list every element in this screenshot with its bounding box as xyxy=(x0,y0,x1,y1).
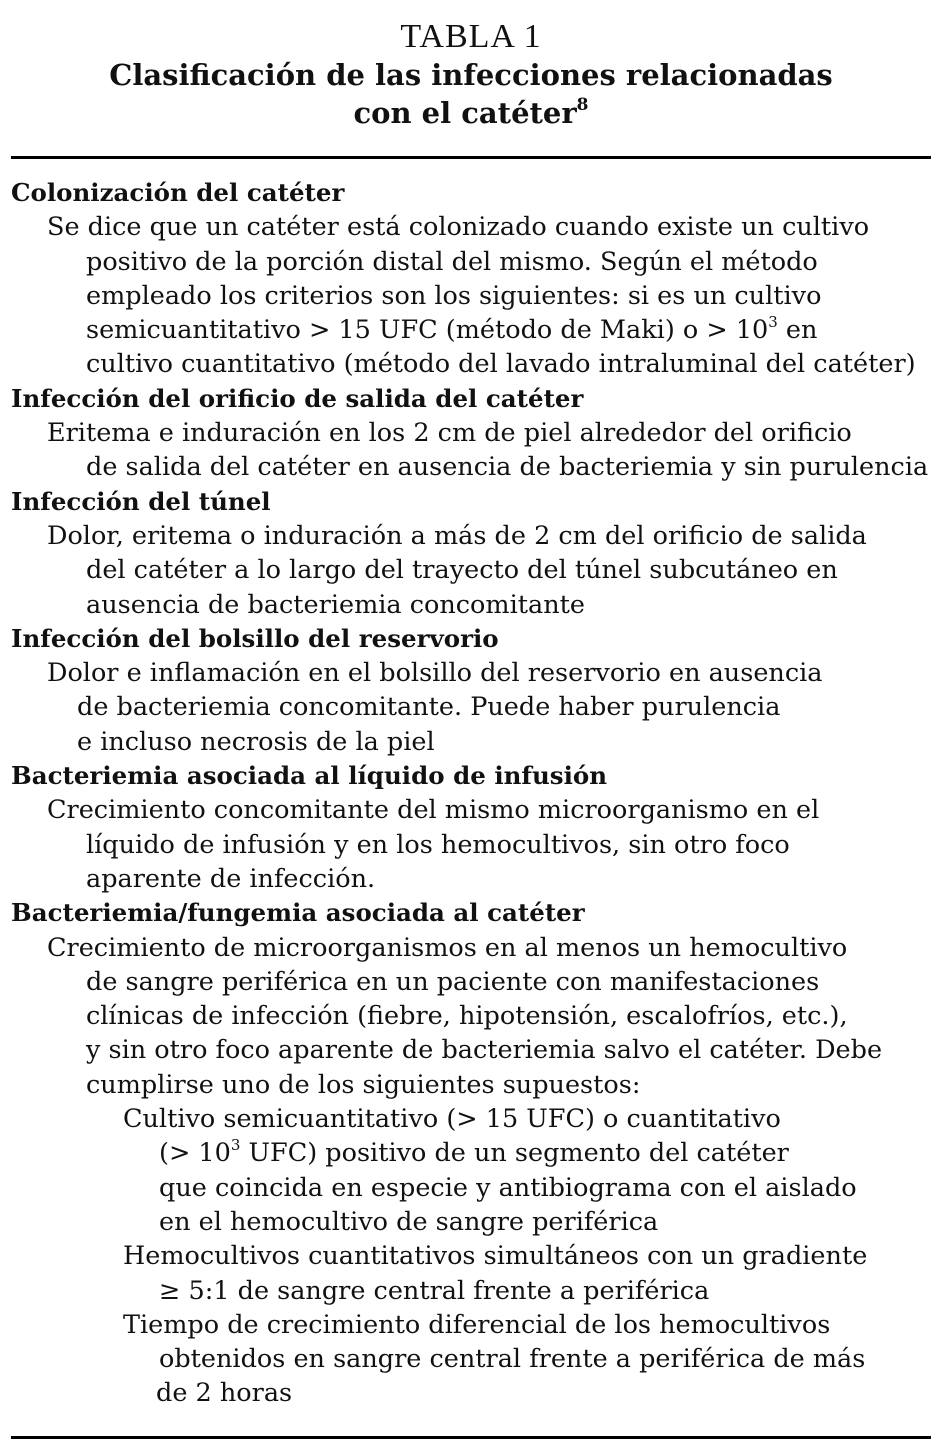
criterion-line: Hemocultivos cuantitativos simultáneos con un gradiente xyxy=(123,1241,868,1272)
text-line: aparente de infección. xyxy=(86,863,376,894)
text-line: de bacteriemia concomitante. Puede haber purulencia xyxy=(77,692,781,723)
section-heading-tunel: Infección del túnel xyxy=(11,486,271,516)
text-line: de salida del catéter en ausencia de bacteriemia y sin purulencia xyxy=(86,452,929,483)
section-heading-bolsillo: Infección del bolsillo del reservorio xyxy=(11,623,499,653)
text-line: empleado los criterios son los siguientes: si es un cultivo xyxy=(86,280,822,311)
criterion-line: (> $10^3$ UFC) positivo de un segmento del catéter xyxy=(159,1136,789,1169)
text-line: y sin otro foco aparente de bacteriemia salvo el catéter. Debe xyxy=(86,1035,883,1066)
text-line: de sangre periférica en un paciente con manifestaciones xyxy=(86,966,820,997)
text-line: Dolor e inflamación en el bolsillo del reservorio en ausencia xyxy=(47,658,823,689)
criterion-line: Tiempo de crecimiento diferencial de los hemocultivos xyxy=(123,1309,831,1340)
section-heading-colonizacion: Colonización del catéter xyxy=(11,178,345,207)
text-line: Dolor, eritema o induración a más de 2 cm del orificio de salida xyxy=(47,520,867,551)
criterion-line: en el hemocultivo de sangre periférica xyxy=(159,1206,659,1237)
text-line: líquido de infusión y en los hemocultivos, sin otro foco xyxy=(86,829,790,860)
table-body xyxy=(11,176,931,1411)
text-line: ausencia de bacteriemia concomitante xyxy=(86,589,585,620)
reference-superscript: 8 xyxy=(576,95,589,115)
text-line: Eritema e induración en los 2 cm de piel alrededor del orificio xyxy=(47,418,852,449)
table-title xyxy=(0,18,942,132)
text-line: semicuantitativo > 15 UFC (método de Maki) $o > 10^3$ en xyxy=(86,313,818,346)
text-line: positivo de la porción distal del mismo. Según el método xyxy=(86,246,818,277)
bottom-rule xyxy=(11,1436,931,1439)
criterion-line: que coincida en especie y antibiograma con el aislado xyxy=(159,1172,857,1203)
top-rule xyxy=(11,156,931,159)
text-line: Se dice que un catéter está colonizado cuando existe un cultivo xyxy=(47,212,870,243)
exponent: 3 xyxy=(768,313,778,332)
exponent: 3 xyxy=(230,1136,241,1155)
table-number: TABLA 1 xyxy=(400,18,542,55)
text-line: e incluso necrosis de la piel xyxy=(77,726,435,757)
text-line: Crecimiento de microorganismos en al menos un hemocultivo xyxy=(47,932,848,963)
text-line: cultivo cuantitativo (método del lavado intraluminal del catéter) xyxy=(86,349,916,380)
text-line: Crecimiento concomitante del mismo microorganismo en el xyxy=(47,795,820,826)
text-line: del catéter a lo largo del trayecto del túnel subcutáneo en xyxy=(86,555,838,586)
section-heading-orificio: Infección del orificio de salida del catéter xyxy=(11,383,584,413)
text-line: cumplirse uno de los siguientes supuestos: xyxy=(86,1069,641,1100)
table-caption-line1: Clasificación de las infecciones relacionadas xyxy=(109,58,833,92)
text-line: clínicas de infección (fiebre, hipotensión, escalofríos, etc.), xyxy=(86,1001,848,1032)
criterion-line: ≥ 5:1 de sangre central frente a periférica xyxy=(159,1275,710,1306)
criterion-line: de 2 horas xyxy=(156,1378,293,1409)
criterion-line: obtenidos en sangre central frente a periférica de más xyxy=(159,1344,866,1375)
section-heading-liquido: Bacteriemia asociada al líquido de infusión xyxy=(11,761,608,791)
section-heading-fungemia: Bacteriemia/fungemia asociada al catéter xyxy=(11,898,585,928)
criterion-line: Cultivo semicuantitativo (> 15 UFC) o cuantitativo xyxy=(123,1104,781,1135)
table-caption-line2: con el catéter$^8$ xyxy=(353,95,589,130)
